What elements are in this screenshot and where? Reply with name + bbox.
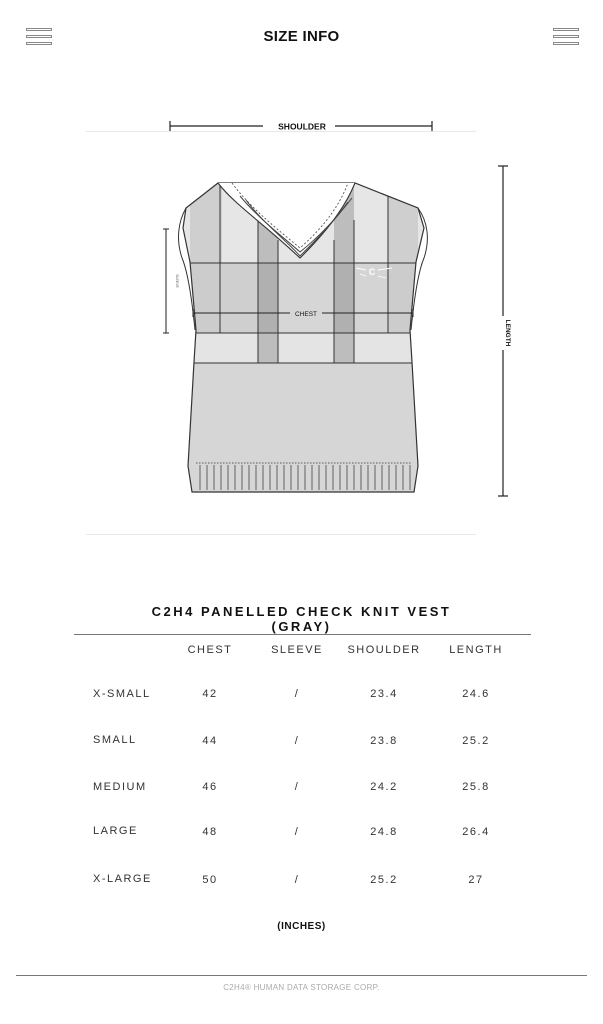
sleeve-measure [163,229,179,333]
size-label: X-LARGE [93,873,152,885]
shoulder-label: SHOULDER [278,121,326,132]
shoulder-value: 24.8 [370,826,398,838]
length-label: LENGTH [504,319,511,347]
size-label: LARGE [93,825,138,837]
header-sleeve: SLEEVE [271,644,323,656]
shoulder-value: 23.8 [370,735,398,747]
header-chest: CHEST [187,644,233,656]
length-value: 27 [468,874,484,886]
footer-text: C2H4® HUMAN DATA STORAGE CORP. [223,983,380,992]
length-value: 25.2 [462,735,490,747]
length-value: 24.6 [462,688,490,700]
size-label: X-SMALL [93,688,151,700]
sleeve-value: / [294,874,300,886]
shoulder-value: 25.2 [370,874,398,886]
diagram-bottom-divider [86,534,476,535]
table-top-rule [74,634,531,635]
chest-value: 42 [202,688,218,700]
page-title: SIZE INFO [263,28,340,45]
unit-label: (INCHES) [277,921,326,932]
sleeve-value: / [294,735,300,747]
length-measure [498,166,511,496]
chest-value: 44 [202,735,218,747]
shoulder-value: 24.2 [370,781,398,793]
chest-value: 50 [202,874,218,886]
length-value: 26.4 [462,826,490,838]
product-color: (GRAY) [271,619,332,634]
shoulder-value: 23.4 [370,688,398,700]
chest-label: CHEST [294,311,318,318]
sleeve-value: / [294,688,300,700]
shoulder-measure [170,121,432,132]
sleeve-label: SLEEVE [175,274,179,288]
menu-icon[interactable] [553,28,579,46]
chest-value: 46 [202,781,218,793]
logo-letter: C [368,267,376,277]
chest-value: 48 [202,826,218,838]
product-title: C2H4 PANELLED CHECK KNIT VEST [151,604,452,619]
size-label: SMALL [93,734,137,746]
length-value: 25.8 [462,781,490,793]
sleeve-value: / [294,826,300,838]
header-length: LENGTH [449,644,503,656]
footer-rule [16,975,587,976]
garment-diagram [0,100,603,520]
size-label: MEDIUM [93,781,147,793]
sleeve-value: / [294,781,300,793]
header-shoulder: SHOULDER [347,644,421,656]
